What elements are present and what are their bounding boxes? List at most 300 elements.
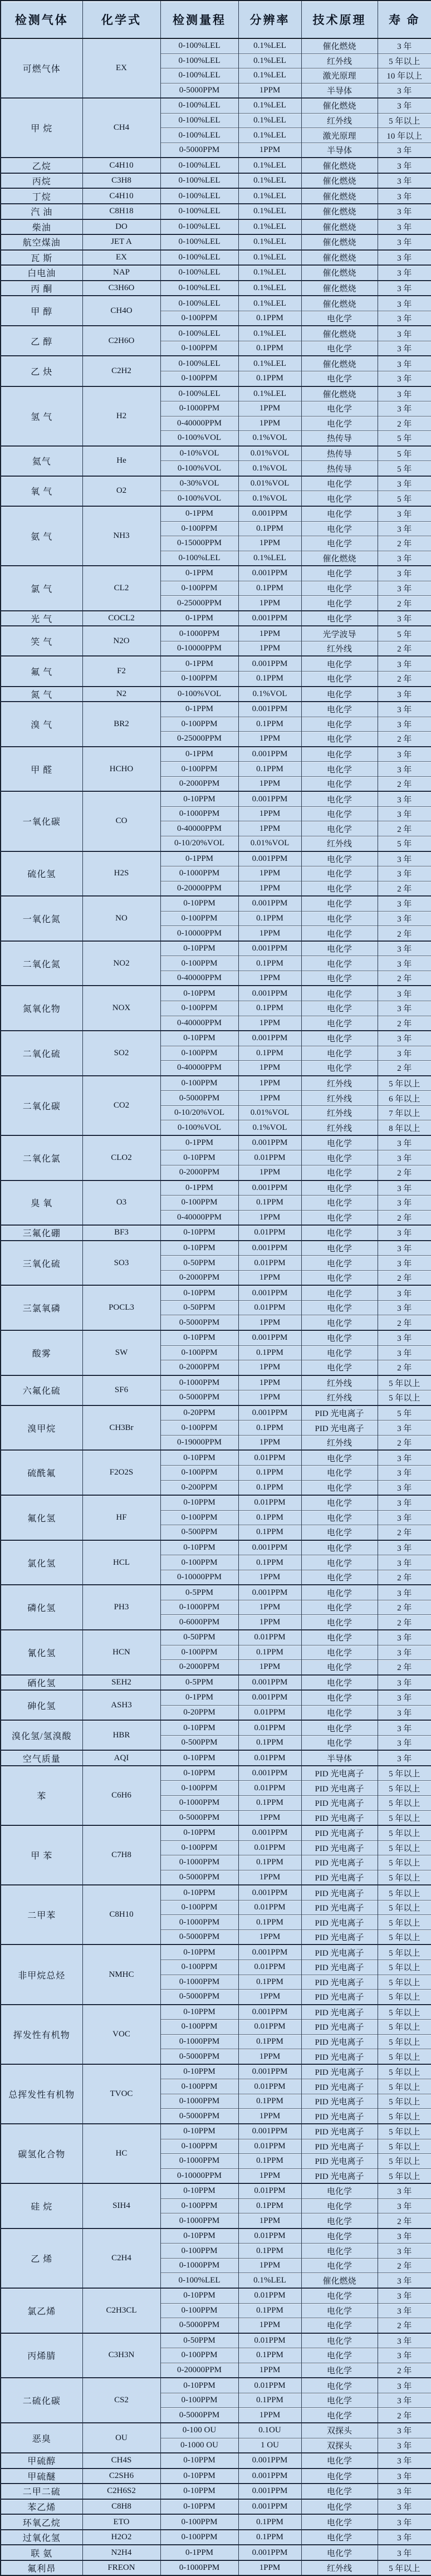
lifespan-cell: 3 年 <box>378 2545 431 2560</box>
range-cell: 0-2000PPM <box>160 776 238 791</box>
range-cell: 0-100PPM <box>160 2303 238 2318</box>
resolution-cell: 0.1%VOL <box>238 461 301 476</box>
resolution-cell: 1PPM <box>238 866 301 881</box>
table-row <box>1 1585 431 1600</box>
resolution-cell: 1PPM <box>238 1165 301 1181</box>
principle-cell: 电化学 <box>301 1495 378 1510</box>
gas-name-cell: 氰化氢 <box>1 1630 82 1675</box>
formula-cell: CH4 <box>82 98 160 158</box>
lifespan-cell: 2 年 <box>378 596 431 611</box>
formula-cell: DO <box>82 219 160 235</box>
resolution-cell: 0.01PPM <box>238 1150 301 1165</box>
resolution-cell: 0.01PPM <box>238 1900 301 1915</box>
principle-cell: 电化学 <box>301 2453 378 2469</box>
principle-cell: 电化学 <box>301 2408 378 2423</box>
lifespan-cell: 3 年 <box>378 2530 431 2545</box>
principle-cell: 电化学 <box>301 2303 378 2318</box>
formula-cell: HCL <box>82 1540 160 1585</box>
formula-cell: C2H6O <box>82 326 160 356</box>
resolution-cell: 1PPM <box>238 926 301 941</box>
lifespan-cell: 5 年以上 <box>378 1840 431 1855</box>
range-cell: 0-100%VOL <box>160 431 238 446</box>
range-cell: 0-100PPM <box>160 2198 238 2213</box>
resolution-cell: 0.1PPM <box>238 671 301 686</box>
formula-cell: H2S <box>82 851 160 897</box>
range-cell: 0-15000PPM <box>160 536 238 551</box>
lifespan-cell: 3 年 <box>378 1450 431 1465</box>
resolution-cell: 0.1PPM <box>238 2244 301 2259</box>
lifespan-cell: 3 年 <box>378 250 431 266</box>
table-row <box>1 281 431 296</box>
formula-cell: F2O2S <box>82 1450 160 1495</box>
lifespan-cell: 3 年 <box>378 2393 431 2408</box>
lifespan-cell: 5 年以上 <box>378 2560 431 2576</box>
resolution-cell: 0.001PPM <box>238 791 301 806</box>
gas-name-cell: 一氧化碳 <box>1 791 82 851</box>
gas-name-cell: 联 氨 <box>1 2545 82 2560</box>
gas-name-cell: 三氯氧磷 <box>1 1285 82 1330</box>
gas-name-cell: 溴化氢/氢溴酸 <box>1 1720 82 1750</box>
resolution-cell: 0.1PPM <box>238 1735 301 1750</box>
range-cell: 0-100%LEL <box>160 188 238 204</box>
lifespan-cell: 2 年 <box>378 2318 431 2333</box>
gas-name-cell: 氟化氢 <box>1 1495 82 1540</box>
principle-cell: PID 光电离子 <box>301 2049 378 2064</box>
range-cell: 0-10PPM <box>160 941 238 956</box>
range-cell: 0-1PPM <box>160 611 238 626</box>
lifespan-cell: 3 年 <box>378 326 431 341</box>
lifespan-cell: 2 年 <box>378 1600 431 1615</box>
resolution-cell: 0.1PPM <box>238 341 301 356</box>
lifespan-cell: 3 年 <box>378 1480 431 1495</box>
lifespan-cell: 6 年以上 <box>378 1091 431 1106</box>
resolution-cell: 1PPM <box>238 1660 301 1675</box>
resolution-cell: 0.001PPM <box>238 2499 301 2515</box>
range-cell: 0-10PPM <box>160 896 238 911</box>
range-cell: 0-5000PPM <box>160 1315 238 1330</box>
table-row <box>1 2288 431 2303</box>
principle-cell: PID 光电离子 <box>301 2109 378 2124</box>
principle-cell: 电化学 <box>301 2318 378 2333</box>
range-cell: 0-100PPM <box>160 311 238 326</box>
lifespan-cell: 3 年 <box>378 941 431 956</box>
resolution-cell: 0.1PPM <box>238 956 301 971</box>
formula-cell: VOC <box>82 2005 160 2064</box>
resolution-cell: 1PPM <box>238 1076 301 1091</box>
range-cell: 0-20PPM <box>160 1705 238 1720</box>
formula-cell: CS2 <box>82 2378 160 2423</box>
principle-cell: 红外线 <box>301 1076 378 1091</box>
formula-cell: EX <box>82 38 160 98</box>
gas-name-cell: 溴 气 <box>1 702 82 747</box>
table-row <box>1 2229 431 2244</box>
principle-cell: 红外线 <box>301 836 378 851</box>
table-row <box>1 250 431 266</box>
lifespan-cell: 3 年 <box>378 762 431 777</box>
range-cell: 0-100PPM <box>160 717 238 732</box>
gas-name-cell: 甲硫醇 <box>1 2453 82 2469</box>
resolution-cell: 0.001PPM <box>238 1241 301 1256</box>
formula-cell: C3H3N <box>82 2333 160 2378</box>
range-cell: 0-100PPM <box>160 1345 238 1360</box>
range-cell: 0-10PPM <box>160 2183 238 2198</box>
formula-cell: C2H2 <box>82 356 160 386</box>
lifespan-cell: 5 年以上 <box>378 2094 431 2109</box>
table-row <box>1 851 431 866</box>
lifespan-cell: 3 年 <box>378 401 431 417</box>
principle-cell: 电化学 <box>301 2514 378 2530</box>
formula-cell: COCL2 <box>82 611 160 626</box>
formula-cell: POCL3 <box>82 1285 160 1330</box>
range-cell: 0-100%LEL <box>160 204 238 219</box>
resolution-cell: 0.001PPM <box>238 1585 301 1600</box>
gas-name-cell: 硒化氢 <box>1 1675 82 1691</box>
resolution-cell: 0.1%LEL <box>238 158 301 173</box>
resolution-cell: 0.1PPM <box>238 311 301 326</box>
range-cell: 0-5PPM <box>160 1585 238 1600</box>
principle-cell: 电化学 <box>301 2348 378 2363</box>
formula-cell: O3 <box>82 1181 160 1226</box>
resolution-cell: 0.01PPM <box>238 1300 301 1315</box>
range-cell: 0-100PPM <box>160 1076 238 1091</box>
principle-cell: 热传导 <box>301 446 378 461</box>
lifespan-cell: 3 年 <box>378 806 431 821</box>
resolution-cell: 0.1%LEL <box>238 234 301 250</box>
principle-cell: 电化学 <box>301 1525 378 1540</box>
lifespan-cell: 3 年 <box>378 476 431 491</box>
gas-name-cell: 白电油 <box>1 265 82 281</box>
range-cell: 0-5000PPM <box>160 1091 238 1106</box>
resolution-cell: 0.1%LEL <box>238 2273 301 2288</box>
principle-cell: 红外线 <box>301 1435 378 1450</box>
resolution-cell: 1PPM <box>238 83 301 98</box>
gas-name-cell: 氯化氢 <box>1 1540 82 1585</box>
table-row <box>1 687 431 702</box>
range-cell: 0-100PPM <box>160 762 238 777</box>
lifespan-cell: 5 年以上 <box>378 53 431 68</box>
range-cell: 0-100PPM <box>160 2020 238 2035</box>
principle-cell: 催化燃烧 <box>301 234 378 250</box>
range-cell: 0-1000PPM <box>160 1600 238 1615</box>
resolution-cell: 0.001PPM <box>238 1540 301 1555</box>
lifespan-cell: 7 年以上 <box>378 1105 431 1120</box>
principle-cell: 电化学 <box>301 1225 378 1241</box>
lifespan-cell: 3 年 <box>378 1345 431 1360</box>
principle-cell: 电化学 <box>301 2258 378 2273</box>
range-cell: 0-100%LEL <box>160 53 238 68</box>
gas-name-cell: 砷化氢 <box>1 1690 82 1720</box>
range-cell: 0-50PPM <box>160 2333 238 2348</box>
resolution-cell: 0.1PPM <box>238 1645 301 1660</box>
lifespan-cell: 3 年 <box>378 521 431 536</box>
resolution-cell: 0.1PPM <box>238 1001 301 1016</box>
table-row <box>1 234 431 250</box>
table-row <box>1 188 431 204</box>
range-cell: 0-1PPM <box>160 566 238 581</box>
range-cell: 0-40000PPM <box>160 971 238 986</box>
range-cell: 0-5000PPM <box>160 83 238 98</box>
principle-cell: 电化学 <box>301 491 378 506</box>
range-cell: 0-1PPM <box>160 747 238 762</box>
lifespan-cell: 3 年 <box>378 296 431 311</box>
formula-cell: C6H6 <box>82 1766 160 1825</box>
range-cell: 0-6000PPM <box>160 1615 238 1630</box>
lifespan-cell: 3 年 <box>378 38 431 53</box>
principle-cell: 催化燃烧 <box>301 204 378 219</box>
resolution-cell: 1PPM <box>238 971 301 986</box>
resolution-cell: 0.001PPM <box>238 1675 301 1691</box>
lifespan-cell: 2 年 <box>378 2258 431 2273</box>
range-cell: 0-40000PPM <box>160 416 238 431</box>
principle-cell: PID 光电离子 <box>301 2064 378 2079</box>
lifespan-cell: 3 年 <box>378 173 431 189</box>
resolution-cell: 1PPM <box>238 821 301 836</box>
table-row <box>1 1675 431 1691</box>
range-cell: 0-5000PPM <box>160 2318 238 2333</box>
range-cell: 0-5000PPM <box>160 2109 238 2124</box>
gas-name-cell: 磷化氢 <box>1 1585 82 1630</box>
lifespan-cell: 5 年以上 <box>378 2034 431 2049</box>
principle-cell: 电化学 <box>301 1315 378 1330</box>
formula-cell: NOX <box>82 986 160 1031</box>
resolution-cell: 0.1PPM <box>238 1525 301 1540</box>
resolution-cell: 0.001PPM <box>238 2124 301 2139</box>
table-row <box>1 1375 431 1390</box>
table-row <box>1 1076 431 1091</box>
principle-cell: PID 光电离子 <box>301 1975 378 1990</box>
range-cell: 0-1PPM <box>160 2545 238 2560</box>
range-cell: 0-100PPM <box>160 2530 238 2545</box>
principle-cell: 电化学 <box>301 926 378 941</box>
principle-cell: PID 光电离子 <box>301 1960 378 1975</box>
resolution-cell: 0.1PPM <box>238 1915 301 1930</box>
resolution-cell: 0.001PPM <box>238 2005 301 2020</box>
range-cell: 0-10PPM <box>160 2124 238 2139</box>
resolution-cell: 1PPM <box>238 1615 301 1630</box>
lifespan-cell: 2 年 <box>378 776 431 791</box>
table-row <box>1 1945 431 1960</box>
formula-cell: C2H4 <box>82 2229 160 2288</box>
lifespan-cell: 2 年 <box>378 1525 431 1540</box>
lifespan-cell: 3 年 <box>378 188 431 204</box>
range-cell: 0-100%VOL <box>160 461 238 476</box>
formula-cell: CLO2 <box>82 1135 160 1181</box>
lifespan-cell: 3 年 <box>378 204 431 219</box>
lifespan-cell: 3 年 <box>378 265 431 281</box>
gas-name-cell: 乙 烯 <box>1 2229 82 2288</box>
principle-cell: 电化学 <box>301 1285 378 1300</box>
gas-name-cell: 总挥发性有机物 <box>1 2064 82 2124</box>
range-cell: 0-10/20%VOL <box>160 836 238 851</box>
gas-name-cell: 丁烷 <box>1 188 82 204</box>
resolution-cell: 1PPM <box>238 2213 301 2229</box>
resolution-cell: 1PPM <box>238 1375 301 1390</box>
resolution-cell: 0.1%VOL <box>238 687 301 702</box>
table-row <box>1 1750 431 1766</box>
table-row <box>1 611 431 626</box>
lifespan-cell: 2 年 <box>378 1165 431 1181</box>
resolution-cell: 1PPM <box>238 881 301 896</box>
table-row <box>1 2453 431 2469</box>
lifespan-cell: 5 年以上 <box>378 2124 431 2139</box>
range-cell: 0-10PPM <box>160 1330 238 1345</box>
principle-cell: 电化学 <box>301 2198 378 2213</box>
gas-name-cell: 硅 烷 <box>1 2183 82 2229</box>
col-header-principle: 技术原理 <box>301 1 378 38</box>
principle-cell: PID 光电离子 <box>301 1405 378 1421</box>
formula-cell: C3H6O <box>82 281 160 296</box>
principle-cell: 电化学 <box>301 2378 378 2393</box>
range-cell: 0-100PPM <box>160 2079 238 2094</box>
formula-cell: JET A <box>82 234 160 250</box>
resolution-cell: 0.01PPM <box>238 2229 301 2244</box>
lifespan-cell: 3 年 <box>378 2333 431 2348</box>
resolution-cell: 0.001PPM <box>238 851 301 866</box>
resolution-cell: 0.01%VOL <box>238 446 301 461</box>
lifespan-cell: 3 年 <box>378 1555 431 1570</box>
lifespan-cell: 5 年 <box>378 491 431 506</box>
formula-cell: BR2 <box>82 702 160 747</box>
resolution-cell: 0.1%LEL <box>238 113 301 128</box>
lifespan-cell: 2 年 <box>378 881 431 896</box>
table-row <box>1 2530 431 2545</box>
principle-cell: 红外线 <box>301 53 378 68</box>
lifespan-cell: 2 年 <box>378 1061 431 1076</box>
resolution-cell: 0.01PPM <box>238 1705 301 1720</box>
resolution-cell: 0.1PPM <box>238 2094 301 2109</box>
principle-cell: 激光原理 <box>301 68 378 84</box>
gas-name-cell: 氢 气 <box>1 386 82 446</box>
range-cell: 0-5000PPM <box>160 1990 238 2005</box>
principle-cell: 电化学 <box>301 2288 378 2303</box>
lifespan-cell: 3 年 <box>378 1585 431 1600</box>
formula-cell: EX <box>82 250 160 266</box>
resolution-cell: 0.1%LEL <box>238 281 301 296</box>
gas-name-cell: 甲 醇 <box>1 296 82 326</box>
lifespan-cell: 2 年 <box>378 821 431 836</box>
resolution-cell: 0.001PPM <box>238 1330 301 1345</box>
resolution-cell: 0.001PPM <box>238 941 301 956</box>
resolution-cell: 0.1PPM <box>238 717 301 732</box>
principle-cell: 红外线 <box>301 1375 378 1390</box>
principle-cell: 电化学 <box>301 1196 378 1211</box>
gas-name-cell: 氦气 <box>1 446 82 476</box>
gas-name-cell: 苯乙烯 <box>1 2499 82 2515</box>
range-cell: 0-25000PPM <box>160 596 238 611</box>
principle-cell: 催化燃烧 <box>301 2273 378 2288</box>
gas-name-cell: 氮 气 <box>1 687 82 702</box>
table-row <box>1 2333 431 2348</box>
resolution-cell: 0.001PPM <box>238 1181 301 1196</box>
lifespan-cell: 3 年 <box>378 2183 431 2198</box>
lifespan-cell: 5 年以上 <box>378 1929 431 1945</box>
resolution-cell: 0.001PPM <box>238 1945 301 1960</box>
formula-cell: HCHO <box>82 747 160 792</box>
lifespan-cell: 5 年以上 <box>378 1825 431 1840</box>
formula-cell: CH3Br <box>82 1405 160 1451</box>
principle-cell: 电化学 <box>301 1450 378 1465</box>
range-cell: 0-1PPM <box>160 1690 238 1705</box>
resolution-cell: 0.1%LEL <box>238 53 301 68</box>
lifespan-cell: 3 年 <box>378 281 431 296</box>
range-cell: 0-1PPM <box>160 506 238 521</box>
range-cell: 0-100PPM <box>160 1781 238 1796</box>
lifespan-cell: 2 年 <box>378 1315 431 1330</box>
range-cell: 0-100%LEL <box>160 113 238 128</box>
table-row <box>1 2005 431 2020</box>
resolution-cell: 0.1PPM <box>238 1855 301 1870</box>
lifespan-cell: 3 年 <box>378 1750 431 1766</box>
lifespan-cell: 3 年 <box>378 356 431 371</box>
gas-name-cell: 氯乙烯 <box>1 2288 82 2333</box>
gas-name-cell: 氯 气 <box>1 566 82 611</box>
table-row <box>1 2560 431 2576</box>
lifespan-cell: 3 年 <box>378 1690 431 1705</box>
lifespan-cell: 5 年以上 <box>378 1375 431 1390</box>
gas-name-cell: 二氧化硫 <box>1 1031 82 1076</box>
principle-cell: 电化学 <box>301 611 378 626</box>
resolution-cell: 1PPM <box>238 1270 301 1285</box>
lifespan-cell: 5 年以上 <box>378 2168 431 2183</box>
lifespan-cell: 2 年 <box>378 1016 431 1031</box>
lifespan-cell: 3 年 <box>378 656 431 671</box>
lifespan-cell: 5 年以上 <box>378 2064 431 2079</box>
formula-cell: SO2 <box>82 1031 160 1076</box>
range-cell: 0-100%LEL <box>160 551 238 566</box>
range-cell: 0-100%LEL <box>160 68 238 84</box>
range-cell: 0-10000PPM <box>160 641 238 656</box>
principle-cell: 催化燃烧 <box>301 188 378 204</box>
resolution-cell: 0.01PPM <box>238 1256 301 1271</box>
table-row <box>1 326 431 341</box>
lifespan-cell: 3 年 <box>378 1256 431 1271</box>
lifespan-cell: 3 年 <box>378 1001 431 1016</box>
table-row <box>1 2378 431 2393</box>
resolution-cell: 0.1PPM <box>238 1465 301 1480</box>
resolution-cell: 1PPM <box>238 1016 301 1031</box>
resolution-cell: 0.1PPM <box>238 521 301 536</box>
lifespan-cell: 3 年 <box>378 371 431 386</box>
table-row <box>1 1495 431 1510</box>
table-row <box>1 476 431 491</box>
table-body <box>1 38 431 2575</box>
principle-cell: 催化燃烧 <box>301 250 378 266</box>
principle-cell: 电化学 <box>301 881 378 896</box>
table-row <box>1 791 431 806</box>
resolution-cell: 0.1%LEL <box>238 250 301 266</box>
resolution-cell: 0.1%LEL <box>238 68 301 84</box>
principle-cell: 电化学 <box>301 416 378 431</box>
range-cell: 0-1000PPM <box>160 806 238 821</box>
lifespan-cell: 3 年 <box>378 2273 431 2288</box>
lifespan-cell: 3 年 <box>378 2244 431 2259</box>
table-row <box>1 656 431 671</box>
lifespan-cell: 5 年以上 <box>378 1855 431 1870</box>
range-cell: 0-500PPM <box>160 1735 238 1750</box>
table-row <box>1 2183 431 2198</box>
lifespan-cell: 3 年 <box>378 386 431 401</box>
lifespan-cell: 5 年以上 <box>378 2005 431 2020</box>
resolution-cell: 0.001PPM <box>238 566 301 581</box>
resolution-cell: 1PPM <box>238 641 301 656</box>
lifespan-cell: 3 年 <box>378 1630 431 1645</box>
resolution-cell: 0.1%LEL <box>238 204 301 219</box>
resolution-cell: 1PPM <box>238 1315 301 1330</box>
principle-cell: 电化学 <box>301 2393 378 2408</box>
table-row <box>1 2499 431 2515</box>
lifespan-cell: 3 年 <box>378 566 431 581</box>
principle-cell: 电化学 <box>301 1510 378 1525</box>
